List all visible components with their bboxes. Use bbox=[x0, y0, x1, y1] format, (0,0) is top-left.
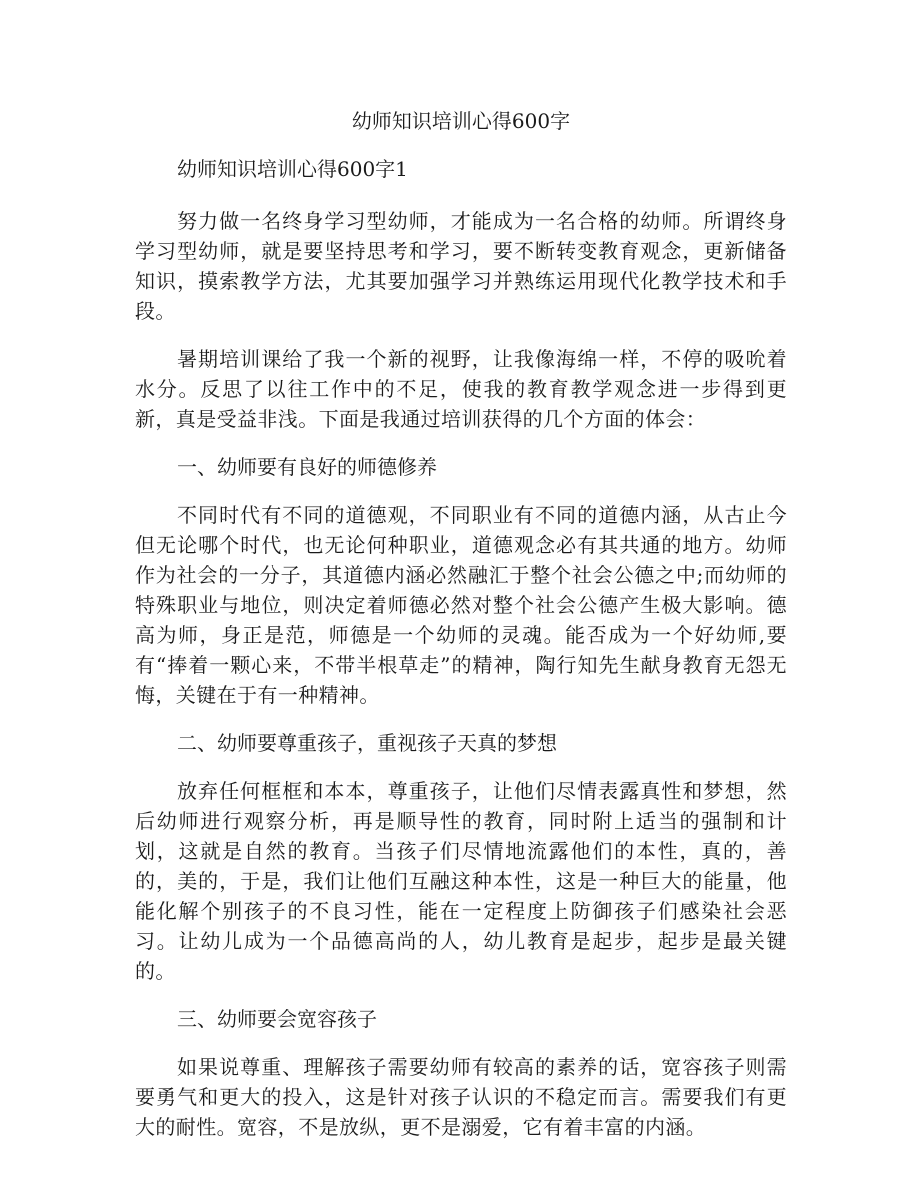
document-title: 幼师知识培训心得600字 bbox=[351, 109, 571, 133]
paragraph: 放弃任何框框和本本，尊重孩子，让他们尽情表露真性和梦想，然后幼师进行观察分析，再是顺导性的教育，同时附上适当的强制和计划，这就是自然的教育。当孩子们尽情地流露他们的本性，真的，善的，美的，于是，我们让他们互融这种本性，这是一种巨大的能量，他能化解个别孩子的不良习性，能在一定程度上防御孩子们感染社会恶习。让幼儿成为一个品德高尚的人，幼儿教育是起步，起步是最关键的。 bbox=[135, 779, 787, 983]
paragraph: 如果说尊重、理解孩子需要幼师有较高的素养的话，宽容孩子则需要勇气和更大的投入，这是针对孩子认识的不稳定而言。需要我们有更大的耐性。宽容，不是放纵，更不是溺爱，它有着丰富的内涵。 bbox=[135, 1055, 787, 1139]
paragraph: 努力做一名终身学习型幼师，才能成为一名合格的幼师。所谓终身学习型幼师，就是要坚持思考和学习，要不断转变教育观念，更新储备知识，摸索教学方法，尤其要加强学习并熟练运用现代化教学技术和手段。 bbox=[135, 209, 787, 323]
paragraph: 暑期培训课给了我一个新的视野，让我像海绵一样，不停的吸吮着水分。反思了以往工作中的不足，使我的教育教学观念进一步得到更新，真是受益非浅。下面是我通过培训获得的几个方面的体会： bbox=[135, 347, 787, 431]
document-subtitle: 幼师知识培训心得600字1 bbox=[177, 157, 408, 181]
section-heading: 一、幼师要有良好的师德修养 bbox=[177, 455, 437, 479]
section-heading: 三、幼师要会宽容孩子 bbox=[177, 1007, 377, 1031]
section-heading: 二、幼师要尊重孩子，重视孩子天真的梦想 bbox=[177, 731, 557, 755]
paragraph: 不同时代有不同的道德观，不同职业有不同的道德内涵，从古止今但无论哪个时代，也无论何种职业，道德观念必有其共通的地方。幼师作为社会的一分子，其道德内涵必然融汇于整个社会公德之中;而幼师的特殊职业与地位，则决定着师德必然对整个社会公德产生极大影响。德高为师，身正是范，师德是一个幼师的灵魂。能否成为一个好幼师,要有“捧着一颗心来，不带半根草走”的精神，陶行知先生献身教育无怨无悔，关键在于有一种精神。 bbox=[135, 503, 787, 707]
document-page bbox=[135, 106, 787, 1160]
